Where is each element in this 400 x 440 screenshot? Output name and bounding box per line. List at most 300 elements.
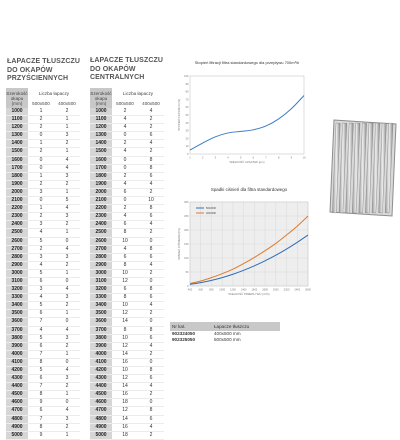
hood-width-cell: 2100 [6,197,28,205]
pressure-drop-chart [172,182,312,300]
filter-count-cell: 6 [28,310,54,318]
filter-count-cell: 0 [112,197,138,205]
hood-width-cell: 2200 [6,205,28,213]
filter-count-cell: 3 [28,188,54,196]
filter-count-cell: 5 [28,269,54,277]
table-row [6,342,80,350]
hood-width-cell: 3900 [6,342,28,350]
y-tick-label: 0 [187,285,189,288]
y-axis-label: SPADEK CIŚNIENIA (Pa) [177,228,181,260]
y-tick-label: 150 [184,243,189,246]
col-head-count: Liczba łapaczy [28,88,80,98]
filter-count-cell: 3 [54,253,80,261]
filter-count-cell: 2 [28,148,54,156]
hood-width-cell: 3700 [6,326,28,334]
hood-width-cell: 2700 [6,245,28,253]
filter-count-cell: 7 [28,350,54,358]
filter-count-cell: 0 [54,237,80,245]
hood-width-cell: 2500 [90,229,112,237]
filter-count-cell: 12 [112,310,138,318]
filter-count-cell: 2 [28,245,54,253]
hood-width-cell: 1200 [90,124,112,132]
hood-width-cell: 1100 [90,116,112,124]
filter-count-cell: 0 [54,318,80,326]
x-tick-label: 7 [265,156,267,160]
table-row [90,116,164,124]
filter-count-cell: 0 [28,156,54,164]
table-row [6,358,80,366]
hood-width-cell: 3500 [6,310,28,318]
filter-count-cell: 2 [138,148,164,156]
filter-count-cell: 8 [112,229,138,237]
hood-width-cell: 4500 [90,391,112,399]
table-row [90,277,164,285]
x-tick-label: 1 [189,156,191,160]
hood-width-cell: 1900 [90,180,112,188]
filter-count-cell: 4 [112,245,138,253]
x-tick-label: 5 [239,156,242,160]
hood-width-cell: 2800 [6,253,28,261]
hood-width-cell: 4200 [90,367,112,375]
filter-count-cell: 8 [138,164,164,172]
hood-width-cell: 3200 [90,286,112,294]
filter-count-cell: 0 [138,237,164,245]
y-tick-label: 250 [184,215,189,218]
filter-count-cell: 8 [138,367,164,375]
table-row [6,172,80,180]
filter-count-cell: 0 [112,132,138,140]
filter-count-cell: 3 [28,286,54,294]
hood-width-cell: 4000 [6,350,28,358]
table-row [90,188,164,196]
y-tick-label: 100 [184,257,189,260]
filter-count-cell: 8 [138,326,164,334]
filter-count-cell: 16 [112,391,138,399]
table-row [6,375,80,383]
filter-count-cell: 4 [28,261,54,269]
hood-width-cell: 3300 [90,294,112,302]
kat-head-number: Nr kat. [170,322,212,331]
filter-count-cell: 6 [112,221,138,229]
table-row [6,229,80,237]
filter-count-cell: 2 [54,423,80,431]
table-row [90,431,164,439]
col-head-size-b: 400x500 [54,98,80,108]
hood-width-cell: 1800 [6,172,28,180]
table-row [90,342,164,350]
hood-width-cell: 1000 [6,108,28,116]
x-tick-label: 6 [252,156,255,160]
hood-width-cell: 4400 [90,383,112,391]
hood-width-cell: 2000 [6,188,28,196]
table-row [90,286,164,294]
filter-count-cell: 10 [112,367,138,375]
filter-count-cell: 6 [138,415,164,423]
filter-count-cell: 2 [138,229,164,237]
filter-count-cell: 2 [112,108,138,116]
filter-count-cell: 1 [54,148,80,156]
table-row [6,197,80,205]
filter-count-cell: 3 [54,375,80,383]
table-row [6,431,80,439]
filter-count-cell: 3 [54,415,80,423]
y-tick-label: 0 [187,153,189,156]
filter-count-cell: 0 [138,399,164,407]
filter-count-cell: 10 [112,237,138,245]
filter-count-cell: 10 [112,334,138,342]
filter-count-cell: 6 [28,407,54,415]
y-tick-label: 40 [185,121,189,125]
hood-width-cell: 2700 [90,245,112,253]
central-hood-table [90,88,164,440]
table-row [6,407,80,415]
hood-width-cell: 4900 [6,423,28,431]
central-hood-heading: ŁAPACZE TŁUSZCZU DO OKAPÓW CENTRALNYCH [90,57,164,81]
table-row [90,124,164,132]
filter-count-cell: 2 [112,205,138,213]
filter-count-cell: 3 [54,334,80,342]
hood-width-cell: 1500 [6,148,28,156]
filter-count-cell: 2 [138,431,164,439]
table-row [6,116,80,124]
table-row [90,423,164,431]
filter-count-cell: 4 [138,423,164,431]
col-head-count: Liczba łapaczy [112,88,164,98]
table-row [6,188,80,196]
filter-count-cell: 0 [112,156,138,164]
plot-area [190,76,304,154]
hood-width-cell: 2800 [90,253,112,261]
hood-width-cell: 1700 [6,164,28,172]
hood-width-cell: 4700 [90,407,112,415]
table-row [90,334,164,342]
x-tick-label: 1400 [240,288,247,292]
hood-width-cell: 2400 [90,221,112,229]
table-row [90,294,164,302]
hood-width-cell: 3400 [6,302,28,310]
hood-width-cell: 4300 [6,375,28,383]
filter-count-cell: 6 [138,253,164,261]
x-tick-label: 8 [277,156,280,160]
filter-count-cell: 0 [138,277,164,285]
filter-count-cell: 1 [54,431,80,439]
kat-head-name: Łapacze tłuszczu [212,322,280,331]
table-row [90,269,164,277]
filter-count-cell: 2 [138,116,164,124]
hood-width-cell: 4900 [90,423,112,431]
table-row [6,237,80,245]
filter-count-cell: 1 [54,188,80,196]
filter-count-cell: 2 [138,391,164,399]
table-row [6,140,80,148]
col-head-size-a: 500x500 [112,98,138,108]
hood-width-cell: 2000 [90,188,112,196]
hood-width-cell: 4800 [90,415,112,423]
filter-count-cell: 2 [138,269,164,277]
filter-count-cell: 2 [28,213,54,221]
hood-width-cell: 3900 [90,342,112,350]
table-row [6,148,80,156]
table-row [90,197,164,205]
table-row [90,140,164,148]
hood-width-cell: 5000 [90,431,112,439]
hood-width-cell: 2900 [6,261,28,269]
hood-width-cell: 4000 [90,350,112,358]
filter-count-cell: 1 [54,116,80,124]
y-tick-label: 50 [185,271,189,274]
filter-count-cell: 6 [112,188,138,196]
filter-count-cell: 8 [28,423,54,431]
filter-count-cell: 7 [28,415,54,423]
y-tick-label: 30 [185,129,189,133]
hood-width-cell: 4300 [90,375,112,383]
table-row [90,367,164,375]
hood-width-cell: 1700 [90,164,112,172]
table-row [90,407,164,415]
filter-count-cell: 0 [28,164,54,172]
filter-count-cell: 4 [112,124,138,132]
x-tick-label: 800 [209,288,214,292]
filter-count-cell: 5 [28,334,54,342]
hood-width-cell: 3200 [6,286,28,294]
filter-count-cell: 4 [54,205,80,213]
filter-count-cell: 12 [112,342,138,350]
table-row [90,302,164,310]
x-axis-label: WIELKOŚĆ CZĄSTEK (µm) [229,160,265,164]
filter-count-cell: 6 [138,375,164,383]
y-tick-label: 50 [185,114,189,117]
hood-width-cell: 3100 [6,277,28,285]
table-row [90,350,164,358]
hood-width-cell: 4100 [90,358,112,366]
filter-count-cell: 12 [112,277,138,285]
filter-count-cell: 4 [54,367,80,375]
hood-width-cell: 1500 [90,148,112,156]
filter-count-cell: 2 [54,140,80,148]
filter-count-cell: 5 [28,237,54,245]
filter-count-cell: 4 [54,164,80,172]
hood-width-cell: 4100 [6,358,28,366]
hood-width-cell: 4600 [6,399,28,407]
wall-hood-heading: ŁAPACZE TŁUSZCZU DO OKAPÓW PRZYŚCIENNYCH [7,58,81,82]
chart-title: Stopień filtracji filtra standardowego dla przepływu 700m³/h [194,60,300,65]
hood-width-cell: 1200 [6,124,28,132]
table-row [90,399,164,407]
filter-count-cell: 4 [112,148,138,156]
filter-count-cell: 3 [54,132,80,140]
filter-count-cell: 0 [138,358,164,366]
filter-count-cell: 7 [28,383,54,391]
x-tick-label: 2200 [283,288,290,292]
filter-count-cell: 4 [138,342,164,350]
hood-width-cell: 4600 [90,399,112,407]
hood-width-cell: 2600 [6,237,28,245]
hood-width-cell: 1600 [6,156,28,164]
filter-count-cell: 2 [54,261,80,269]
filter-count-cell: 1 [54,310,80,318]
table-row [90,383,164,391]
hood-width-cell: 4200 [6,367,28,375]
y-tick-label: 100 [184,75,189,78]
filter-count-cell: 8 [138,286,164,294]
table-row [90,221,164,229]
x-tick-label: 400 [187,288,193,292]
hood-width-cell: 1600 [90,156,112,164]
table-row [6,253,80,261]
hood-width-cell: 3800 [6,334,28,342]
table-row: 902325050 500x500 mm [172,337,241,342]
filter-count-cell: 16 [112,423,138,431]
filter-count-cell: 4 [138,140,164,148]
y-tick-label: 300 [184,201,189,204]
table-row [6,367,80,375]
chart-title: Spadki ciśnień dla filtra standardowego [210,187,288,192]
wall-hood-table [6,88,80,440]
filter-count-cell: 4 [28,326,54,334]
table-row [90,318,164,326]
filter-count-cell: 9 [28,431,54,439]
table-row [90,213,164,221]
filter-count-cell: 3 [28,253,54,261]
filter-count-cell: 8 [112,261,138,269]
hood-width-cell: 1400 [6,140,28,148]
filtration-chart [172,56,312,176]
table-row [6,318,80,326]
filter-count-cell: 14 [112,415,138,423]
table-row [6,302,80,310]
hood-width-cell: 3500 [90,310,112,318]
filter-count-cell: 6 [28,342,54,350]
filter-count-cell: 1 [54,124,80,132]
hood-width-cell: 2200 [90,205,112,213]
filter-count-cell: 4 [54,156,80,164]
table-row [6,213,80,221]
table-row [6,108,80,116]
table-row [6,423,80,431]
filter-count-cell: 6 [138,132,164,140]
filter-count-cell: 3 [54,213,80,221]
y-tick-label: 80 [185,90,189,94]
filter-count-cell: 12 [112,375,138,383]
filter-count-cell: 6 [112,286,138,294]
filter-count-cell: 3 [54,294,80,302]
table-row [6,350,80,358]
filter-count-cell: 8 [138,407,164,415]
y-tick-label: 60 [185,106,189,110]
filter-count-cell: 6 [28,277,54,285]
table-row [6,221,80,229]
table-row [6,269,80,277]
filter-count-cell: 4 [138,261,164,269]
table-row [90,156,164,164]
table-row [6,334,80,342]
filter-count-cell: 4 [54,326,80,334]
table-row [90,180,164,188]
table-row: 902324050 400x500 mm [172,331,241,336]
table-row [6,310,80,318]
filter-count-cell: 2 [138,310,164,318]
filter-count-cell: 6 [138,213,164,221]
table-row [6,132,80,140]
table-row [6,399,80,407]
table-row [6,124,80,132]
filter-count-cell: 1 [54,229,80,237]
filter-count-cell: 18 [112,431,138,439]
filter-count-cell: 8 [28,358,54,366]
hood-width-cell: 1400 [90,140,112,148]
table-row [90,253,164,261]
filter-count-cell: 1 [54,350,80,358]
table-row [90,245,164,253]
table-row [90,326,164,334]
x-tick-label: 10 [302,156,306,160]
filter-count-cell: 8 [138,156,164,164]
filter-count-cell: 1 [54,391,80,399]
y-tick-label: 90 [185,82,189,86]
filter-count-cell: 4 [54,245,80,253]
filter-count-cell: 8 [138,245,164,253]
filter-count-cell: 8 [28,391,54,399]
hood-width-cell: 1300 [6,132,28,140]
hood-width-cell: 3600 [90,318,112,326]
x-tick-label: 1800 [262,288,268,292]
filter-count-cell: 5 [28,367,54,375]
filter-count-cell: 4 [28,229,54,237]
hood-width-cell: 1100 [6,116,28,124]
filter-count-cell: 4 [112,180,138,188]
table-row [6,326,80,334]
filter-count-cell: 4 [138,108,164,116]
table-row [90,172,164,180]
filter-count-cell: 0 [138,318,164,326]
table-row [90,132,164,140]
table-row [90,237,164,245]
x-tick-label: 600 [198,288,203,292]
filter-count-cell: 3 [28,221,54,229]
table-row [90,415,164,423]
filter-count-cell: 3 [54,172,80,180]
hood-width-cell: 4800 [6,415,28,423]
legend-label: 500x500 [206,207,216,210]
catalog-table [170,322,280,343]
hood-width-cell: 2100 [90,197,112,205]
hood-width-cell: 3300 [6,294,28,302]
hood-width-cell: 1800 [90,172,112,180]
table-row [90,261,164,269]
hood-width-cell: 4700 [6,407,28,415]
table-row [6,180,80,188]
filter-count-cell: 4 [112,116,138,124]
filter-count-cell: 2 [138,124,164,132]
filter-count-cell: 4 [138,180,164,188]
filter-count-cell: 2 [54,383,80,391]
filter-count-cell: 7 [28,318,54,326]
x-tick-label: 2600 [305,288,311,292]
filter-count-cell: 2 [54,180,80,188]
hood-width-cell: 2500 [6,229,28,237]
filter-count-cell: 18 [112,399,138,407]
filter-count-cell: 2 [28,124,54,132]
col-head-size-a: 500x500 [28,98,54,108]
table-row [90,375,164,383]
filter-count-cell: 1 [28,172,54,180]
filter-count-cell: 4 [138,302,164,310]
filter-count-cell: 6 [138,334,164,342]
filter-count-cell: 2 [54,342,80,350]
filter-count-cell: 0 [112,164,138,172]
col-head-width: Szerokość okapu (mm) [6,88,28,108]
hood-width-cell: 2400 [6,221,28,229]
